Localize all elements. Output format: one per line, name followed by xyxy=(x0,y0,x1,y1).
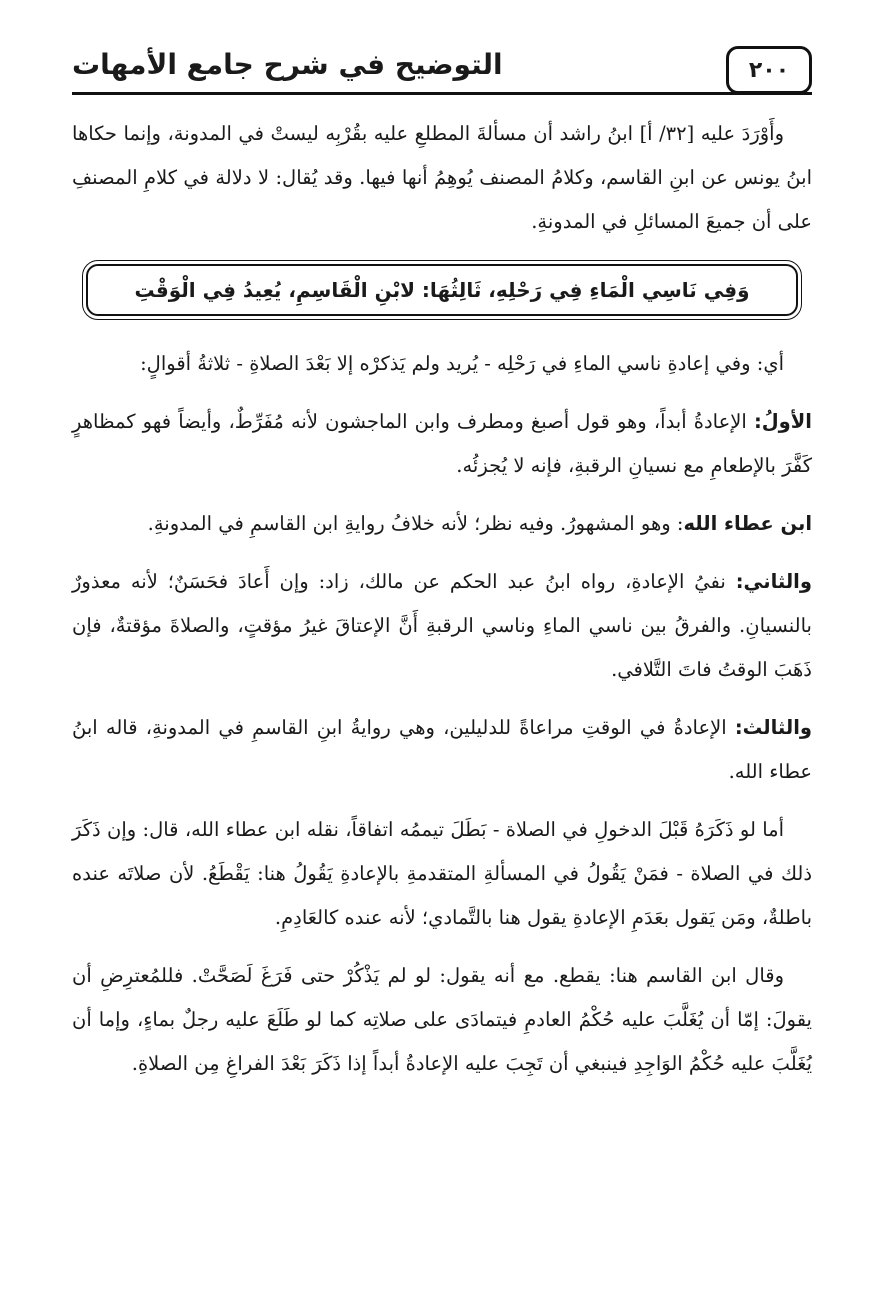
paragraph-text: نفيُ الإعادةِ، رواه ابنُ عبد الحكم عن مالك، زاد: وإن أَعادَ فحَسَنٌ؛ لأنه معذورٌ بالنسيانِ. والفرقُ بين ناسي الماءِ وناسي الرقبةِ أَنَّ الإعتاقَ غيرُ مؤقتٍ، والصلاةَ مؤقتةٌ، فإن ذَهَبَ الوقتُ فاتَ التَّلافي. xyxy=(72,570,812,681)
matn-box xyxy=(86,264,798,316)
paragraph-label: الأولُ: xyxy=(753,410,812,433)
page-header xyxy=(72,42,812,96)
paragraph-text: : وهو المشهورُ. وفيه نظر؛ لأنه خلافُ روايةِ ابن القاسمِ في المدونةِ. xyxy=(147,512,684,535)
paragraph-label: والثاني: xyxy=(735,570,812,593)
paragraph-text: الإعادةُ أبداً، وهو قول أصبغ ومطرف وابن الماجشون لأنه مُفَرِّطٌ، وأيضاً فهو كمظاهرٍ كَفَّرَ بالإطعامِ مع نسيانِ الرقبةِ، فإنه لا يُجزئُه. xyxy=(72,410,812,477)
book-title: التوضيح في شرح جامع الأمهات xyxy=(72,48,503,81)
paragraph: أي: وفي إعادةِ ناسي الماءِ في رَحْلِه - يُريد ولم يَذكرْه إلا بَعْدَ الصلاةِ - ثلاثةُ أقوالٍ: xyxy=(140,352,784,375)
paragraph: أما لو ذَكَرَهُ قَبْلَ الدخولِ في الصلاة - بَطَلَ تيممُه اتفاقاً، نقله ابن عطاء الله، قال: وإن ذَكَرَ ذلك في الصلاة - فمَنْ يَقُولُ في المسألةِ المتقدمةِ بالإعادةِ يَقُولُ هنا: يَقْطَعُ. لأن صلاتَه عنده باطلةٌ، ومَن يَقول بعَدَمِ الإعادةِ يقول هنا بالتَّمادي؛ لأنه عنده كالعَادِمِ. xyxy=(72,818,812,929)
paragraph-text: الإعادةُ في الوقتِ مراعاةً للدليلين، وهي روايةُ ابنِ القاسمِ في المدونةِ، قاله ابنُ عطاء الله. xyxy=(72,716,812,783)
header-rule xyxy=(72,92,812,95)
paragraph: وقال ابن القاسم هنا: يقطع. مع أنه يقول: لو لم يَذْكُرْ حتى فَرَغَ لَصَحَّتْ. فللمُعترِضِ أن يقولَ: إمّا أن يُغَلَّبَ عليه حُكْمُ العادمِ فيتمادَى على صلاتِه كما لو طَلَعَ عليه رجلٌ بماءٍ، وإما أن يُغَلَّبَ عليه حُكْمُ الوَاجِدِ فينبغي أن تَجِبَ عليه الإعادةُ أبداً إذا ذَكَرَ بَعْدَ الفراغِ مِن الصلاةِ. xyxy=(72,964,812,1075)
page-body xyxy=(72,112,812,1100)
page-number: ٢٠٠ xyxy=(748,57,790,83)
paragraph-label: ابن عطاء الله xyxy=(683,512,812,535)
paragraph xyxy=(72,502,812,546)
paragraph xyxy=(72,706,812,794)
matn-text: وَفِي نَاسِي الْمَاءِ فِي رَحْلِهِ، ثَالِثُهَا: لابْنِ الْقَاسِمِ، يُعِيدُ فِي الْوَقْتِ xyxy=(134,278,750,302)
paragraph: وأَوْرَدَ عليه [٣٢/ أ] ابنُ راشد أن مسألةَ المطلعِ عليه بقُرْبِه ليستْ في المدونة، وإنما حكاها ابنُ يونس عن ابنِ القاسم، وكلامُ المصنف يُوهِمُ أنها فيها. وقد يُقال: لا دلالة في كلامِ المصنفِ على أن جميعَ المسائلِ في المدونةِ. xyxy=(72,122,812,233)
page-number-box xyxy=(726,46,812,94)
paragraph-label: والثالث: xyxy=(734,716,812,739)
paragraph xyxy=(72,560,812,692)
paragraph xyxy=(72,400,812,488)
